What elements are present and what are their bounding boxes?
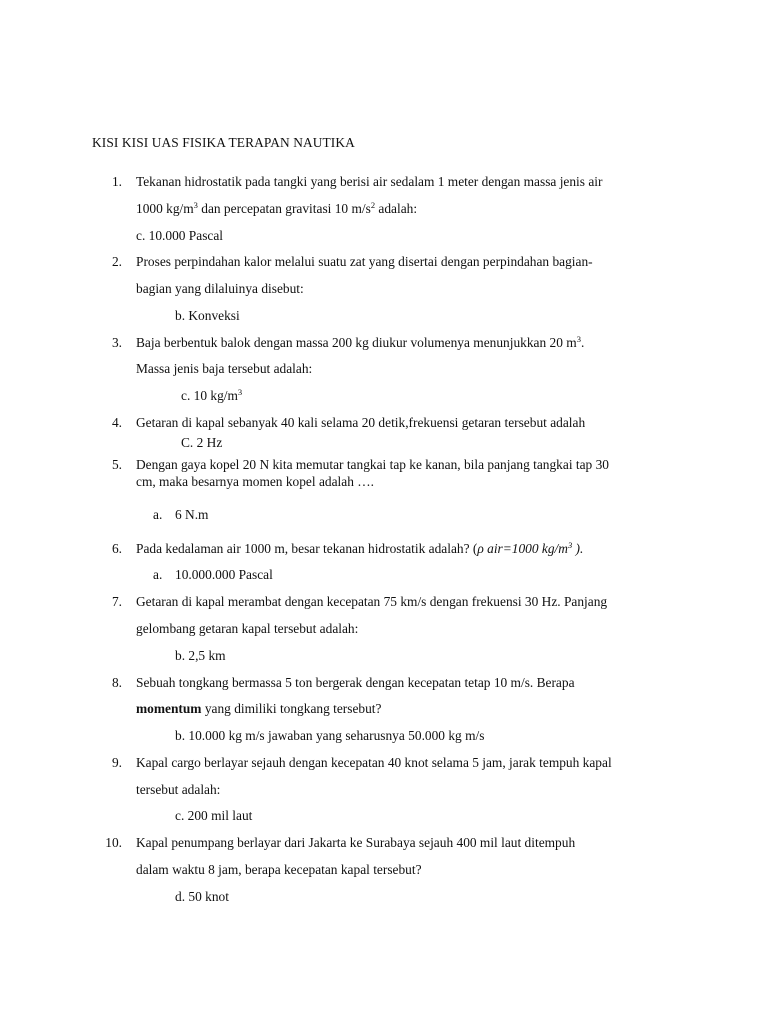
question-text: Proses perpindahan kalor melalui suatu zat yang disertai dengan perpindahan bagian- — [136, 254, 593, 269]
question-text: bagian yang dilaluinya disebut: — [136, 281, 304, 296]
answer-text: b. 2,5 km — [175, 648, 226, 663]
question-text: tersebut adalah: — [136, 782, 221, 797]
question-text: Dengan gaya kopel 20 N kita memutar tangkai tap ke kanan, bila panjang tangkai tap 30 — [136, 457, 609, 472]
question-number: 2. — [111, 254, 122, 269]
answer-text: 6 N.m — [175, 507, 209, 522]
question-number: 4. — [111, 415, 122, 430]
question-text: Kapal cargo berlayar sejauh dengan kecepatan 40 knot selama 5 jam, jarak tempuh kapal — [136, 755, 612, 770]
superscript: 2 — [370, 200, 376, 210]
question-number: 6. — [111, 541, 122, 556]
question-text: dalam waktu 8 jam, berapa kecepatan kapal tersebut? — [136, 862, 422, 877]
question-number: 5. — [111, 457, 122, 472]
question-number: 3. — [111, 335, 122, 350]
answer-text: 10.000.000 Pascal — [175, 567, 273, 582]
question-text: Kapal penumpang berlayar dari Jakarta ke Surabaya sejauh 400 mil laut ditempuh — [136, 835, 576, 850]
answer-text: d. 50 knot — [175, 889, 229, 904]
superscript: 3 — [576, 334, 581, 344]
question-text: cm, maka besarnya momen kopel adalah …. — [136, 474, 374, 489]
answer-text: c. 10 $kg/m^3$ — [181, 387, 243, 403]
answer-text: b. Konveksi — [175, 308, 240, 323]
answer-text: c. 200 mil laut — [175, 808, 253, 823]
question-text: 1000 $kg/m^3$ dan percepatan gravitasi 10 $m/s^2$ adalah: — [136, 200, 418, 216]
question-text: Baja berbentuk balok dengan massa 200 kg diukur volumenya menunjukkan 20 $m^3$. — [136, 334, 585, 350]
superscript: 3 — [193, 200, 198, 210]
question-number: 8. — [111, 675, 122, 690]
answer-letter: a. — [153, 507, 163, 522]
question-number: 9. — [111, 755, 122, 770]
question-number: 10. — [105, 835, 122, 850]
question-text: Tekanan hidrostatik pada tangki yang berisi air sedalam 1 meter dengan massa jenis air — [136, 174, 603, 189]
question-text: Pada kedalaman air 1000 m, besar tekanan hidrostatik adalah? (ρ air=1000 $kg/m^3$ ). — [136, 540, 584, 556]
bold-term: momentum — [136, 701, 202, 716]
question-text: Getaran di kapal sebanyak 40 kali selama 20 detik,frekuensi getaran tersebut adalah — [136, 415, 586, 430]
question-text: momentum yang dimiliki tongkang tersebut? — [136, 701, 382, 716]
question-text: Getaran di kapal merambat dengan kecepatan 75 km/s dengan frekuensi 30 Hz. Panjang — [136, 594, 608, 609]
answer-text: b. 10.000 kg m/s jawaban yang seharusnya 50.000 kg m/s — [175, 728, 485, 743]
question-number: 7. — [111, 594, 122, 609]
question-number: 1. — [111, 174, 122, 189]
question-text: Sebuah tongkang bermassa 5 ton bergerak dengan kecepatan tetap 10 m/s. Berapa — [136, 675, 575, 690]
document-title: KISI KISI UAS FISIKA TERAPAN NAUTIKA — [92, 135, 355, 150]
answer-text: C. 2 Hz — [181, 435, 223, 450]
answer-text: c. 10.000 Pascal — [136, 228, 224, 243]
superscript: 3 — [567, 540, 573, 550]
superscript: 3 — [237, 387, 243, 397]
question-text: gelombang getaran kapal tersebut adalah: — [136, 621, 359, 636]
question-text: Massa jenis baja tersebut adalah: — [136, 361, 313, 376]
answer-letter: a. — [153, 567, 163, 582]
